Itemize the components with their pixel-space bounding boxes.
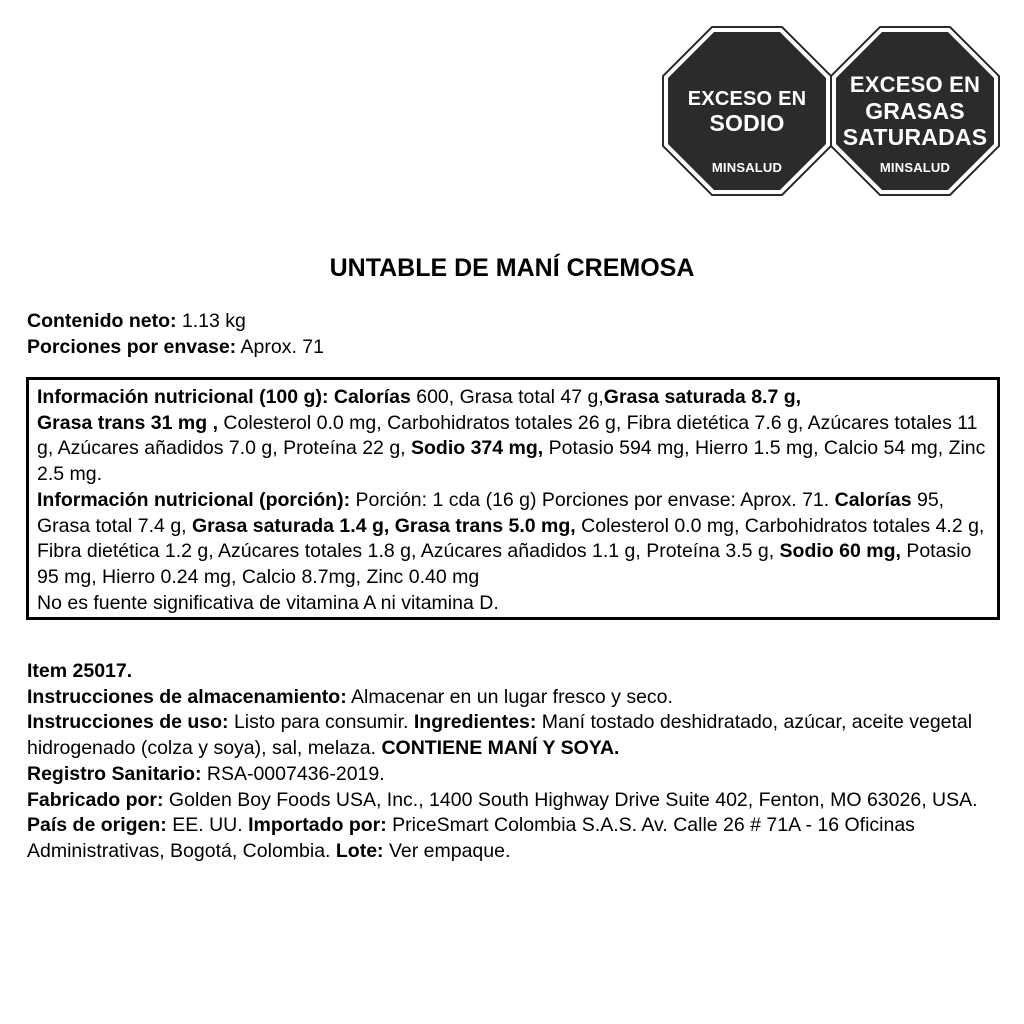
- seal-line: EXCESO EN: [849, 72, 981, 97]
- registry-value: RSA-0007436-2019.: [201, 762, 385, 785]
- nutrition-per-100g: [37, 385, 997, 488]
- net-content-label: Contenido neto:: [27, 310, 177, 332]
- calories-label: Calorías: [328, 386, 411, 408]
- nutrients-text: 95, Grasa total 7.4 g,: [37, 488, 945, 537]
- portion-saturated-fat: Grasa saturada 1.4 g,: [192, 514, 390, 537]
- usage-ingredients: [27, 710, 997, 761]
- lot-label: Lote:: [335, 839, 384, 862]
- seal-authority: MINSALUD: [711, 160, 783, 175]
- nutrition-per-portion: [37, 488, 997, 591]
- seal-authority: MINSALUD: [879, 160, 951, 175]
- ingredients-value: Maní tostado deshidratado, azúcar, aceite vegetal hidrogenado (colza y soya), sal, melaza.: [27, 711, 973, 760]
- portion-calories-label: Calorías: [834, 488, 912, 511]
- product-title: UNTABLE DE MANÍ CREMOSA: [329, 254, 695, 282]
- maker-label: Fabricado por:: [27, 788, 164, 811]
- importer-value: PriceSmart Colombia S.A.S. Av. Calle 26 # 71A - 16 Oficinas Administrativas, Bogotá, Colombia.: [27, 814, 915, 862]
- net-content-line: [27, 309, 987, 335]
- warning-seals: [662, 26, 1002, 198]
- portion-text: Porción: 1 cda (16 g) Porciones por envase: Aprox. 71.: [350, 488, 835, 511]
- ingredients-label: Ingredientes:: [413, 711, 537, 734]
- portion-sodium: Sodio 60 mg,: [779, 540, 901, 563]
- registry-line: [27, 762, 997, 788]
- seal-line: EXCESO EN: [687, 88, 807, 110]
- saturated-fat-warning-seal: [830, 26, 1000, 196]
- nutrition-facts-box: [26, 377, 1000, 620]
- storage-line: [27, 685, 997, 711]
- trans-fat: Grasa trans 31 mg ,: [37, 411, 219, 434]
- portion-label: Información nutricional (porción):: [37, 488, 351, 511]
- origin-value: EE. UU.: [166, 814, 249, 837]
- net-content-section: [27, 309, 987, 360]
- product-info-section: [27, 659, 997, 865]
- importer-label: Importado por:: [248, 814, 387, 837]
- item-number-text: Item 25017.: [27, 660, 133, 682]
- item-number: [27, 659, 997, 685]
- use-label: Instrucciones de uso:: [27, 711, 229, 734]
- manufacturer-block: [27, 788, 997, 865]
- allergen-warning: CONTIENE MANÍ Y SOYA.: [381, 737, 620, 760]
- nutrients-text: Colesterol 0.0 mg, Carbohidratos totales 26 g, Fibra dietética 7.6 g, Azúcares totales 11 g, Azúcares añadidos 7.0 g, Proteína 22 g,: [37, 411, 978, 460]
- lot-value: Ver empaque.: [383, 839, 511, 862]
- net-content-value: 1.13 kg: [176, 310, 246, 332]
- storage-label: Instrucciones de almacenamiento:: [27, 685, 347, 708]
- portion-trans-fat: Grasa trans 5.0 mg,: [389, 514, 576, 537]
- vitamin-note: No es fuente significativa de vitamina A ni vitamina D.: [37, 591, 499, 614]
- sodium-warning-seal: [662, 26, 832, 196]
- servings-value: Aprox. 71: [236, 335, 324, 358]
- origin-label: País de origen:: [27, 814, 167, 837]
- per100-label: Información nutricional (100 g):: [37, 386, 329, 408]
- maker-value: Golden Boy Foods USA, Inc., 1400 South Highway Drive Suite 402, Fenton, MO 63026, USA.: [163, 788, 978, 811]
- registry-label: Registro Sanitario:: [27, 762, 202, 785]
- use-value: Listo para consumir.: [228, 711, 414, 734]
- nutrients-text: Potasio 95 mg, Hierro 0.24 mg, Calcio 8.7mg, Zinc 0.40 mg: [37, 540, 972, 588]
- servings-label: Porciones por envase:: [27, 335, 237, 358]
- servings-line: [27, 335, 987, 361]
- seal-line: SODIO: [709, 110, 785, 136]
- nutrients-text: Potasio 594 mg, Hierro 1.5 mg, Calcio 54 mg, Zinc 2.5 mg.: [37, 437, 986, 486]
- saturated-fat: Grasa saturada 8.7 g,: [603, 386, 802, 408]
- storage-value: Almacenar en un lugar fresco y seco.: [346, 685, 673, 708]
- sodium: Sodio 374 mg,: [411, 437, 544, 460]
- calories-value: 600, Grasa total 47 g,: [410, 386, 604, 408]
- nutrients-text: Colesterol 0.0 mg, Carbohidratos totales 4.2 g, Fibra dietética 1.2 g, Azúcares totales 1.8 g, Azúcares añadidos 1.1 g, Proteína 3.5 g,: [37, 514, 985, 563]
- seal-line: GRASAS: [865, 98, 965, 124]
- seal-line: SATURADAS: [842, 124, 988, 150]
